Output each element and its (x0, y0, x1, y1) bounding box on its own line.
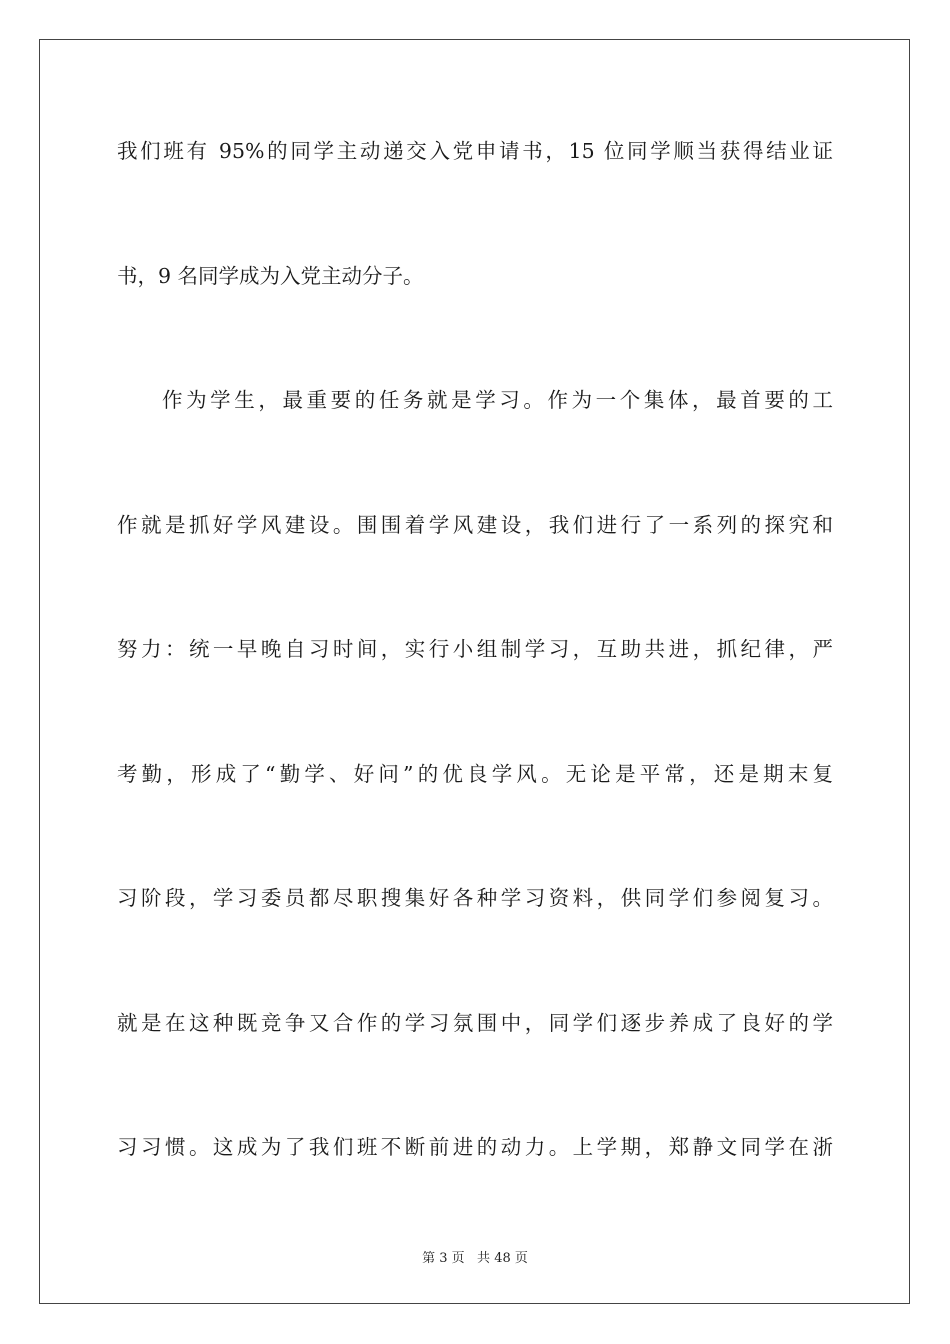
text-line: 就是在这种既竞争又合作的学习氛围中，同学们逐步养成了良好的学 (117, 1011, 833, 1035)
text-line: 习阶段，学习委员都尽职搜集好各种学习资料，供同学们参阅复习。 (117, 886, 833, 910)
text-line: 书，9 名同学成为入党主动分子。 (117, 264, 424, 288)
text-line: 作就是抓好学风建设。围围着学风建设，我们进行了一系列的探究和 (117, 513, 833, 537)
text-line: 努力：统一早晚自习时间，实行小组制学习，互助共进，抓纪律，严 (117, 637, 833, 661)
page-number-footer: 第 3 页 共 48 页 (422, 1251, 528, 1266)
text-line: 作为学生，最重要的任务就是学习。作为一个集体，最首要的工 (162, 388, 833, 412)
page-frame (39, 39, 910, 1304)
text-line: 习习惯。这成为了我们班不断前进的动力。上学期，郑静文同学在浙 (117, 1135, 833, 1159)
text-line: 我们班有 95%的同学主动递交入党申请书，15 位同学顺当获得结业证 (117, 139, 833, 163)
text-line: 考勤，形成了“勤学、好问”的优良学风。无论是平常，还是期末复 (117, 762, 833, 786)
